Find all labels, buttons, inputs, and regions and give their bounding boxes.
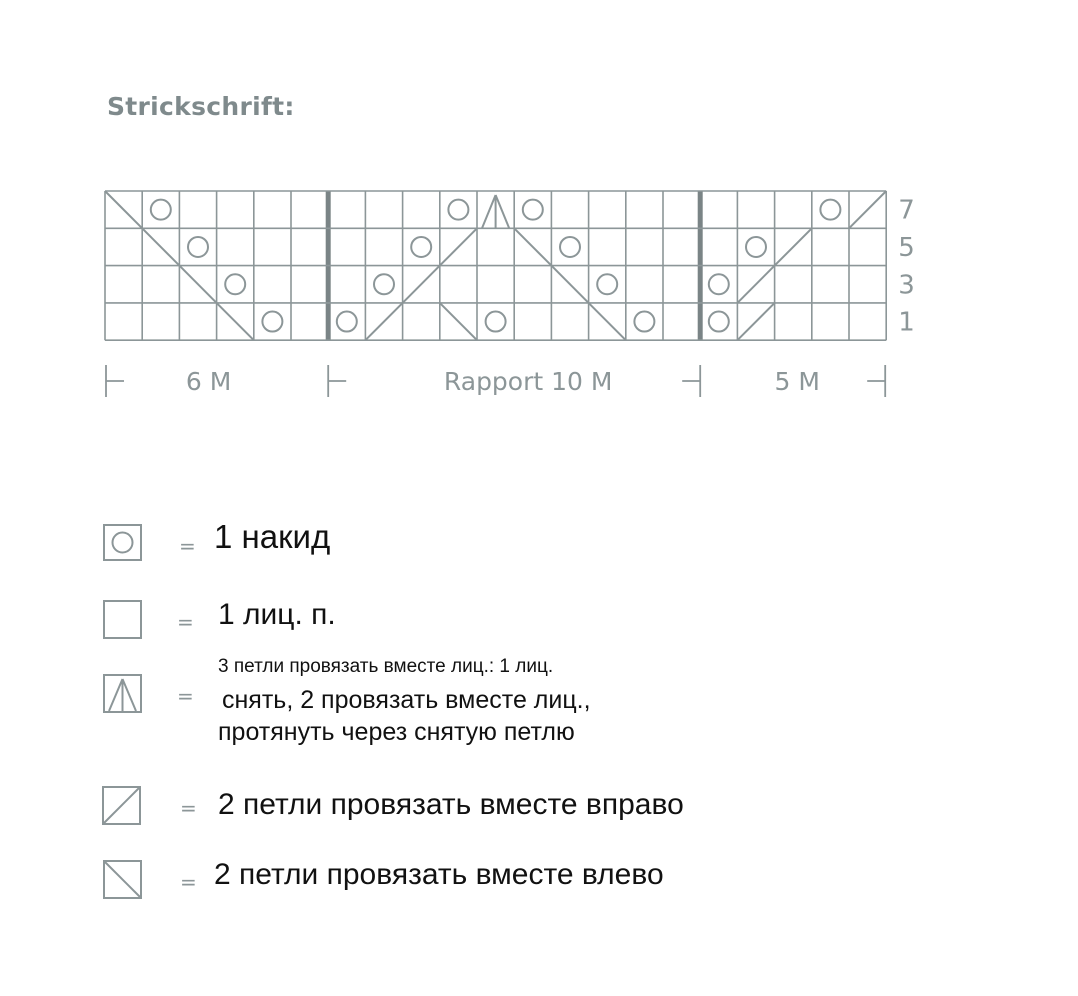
yo-symbol — [820, 200, 840, 220]
ssk-icon — [103, 860, 143, 900]
k2tog-symbol — [440, 228, 477, 265]
segment-label: 5 M — [774, 367, 820, 396]
k2tog-icon — [102, 786, 142, 826]
yo-symbol — [709, 312, 729, 332]
segment-label: Rapport 10 M — [443, 367, 613, 396]
yo-symbol — [634, 312, 654, 332]
yo-symbol — [597, 274, 617, 294]
ssk-symbol — [142, 228, 179, 265]
knitting-chart — [0, 0, 1078, 460]
yo-symbol — [337, 312, 357, 332]
row-number: 5 — [898, 232, 915, 263]
ssk-symbol — [551, 266, 588, 303]
k2tog-symbol — [849, 191, 886, 228]
yo-symbol — [225, 274, 245, 294]
yo-icon — [103, 524, 143, 562]
yo-symbol — [374, 274, 394, 294]
legend-equals: = — [180, 870, 197, 894]
row-number: 1 — [898, 307, 915, 338]
ssk-symbol — [514, 228, 551, 265]
ssk-symbol — [217, 303, 254, 340]
k2tog-symbol — [737, 303, 774, 340]
legend-equals: = — [179, 534, 196, 558]
yo-symbol — [411, 237, 431, 257]
yo-symbol — [486, 312, 506, 332]
legend-k2tog-text: 2 петли провязать вместе вправо — [218, 788, 684, 821]
ssk-symbol — [589, 303, 626, 340]
s2p-icon — [103, 674, 143, 714]
k2tog-symbol — [775, 228, 812, 265]
knit-icon — [103, 600, 143, 640]
yo-symbol — [188, 237, 208, 257]
legend-equals: = — [177, 684, 194, 708]
segment-label: 6 M — [185, 367, 232, 396]
chart-title: Strickschrift: — [107, 92, 295, 121]
yo-symbol — [709, 274, 729, 294]
yo-symbol — [448, 200, 468, 220]
legend-ssk-text: 2 петли провязать вместе влево — [214, 858, 664, 891]
k2tog-symbol — [403, 266, 440, 303]
ssk-symbol — [105, 191, 142, 228]
row-number: 3 — [898, 270, 915, 301]
legend-equals: = — [180, 796, 197, 820]
legend-knit-text: 1 лиц. п. — [218, 598, 336, 631]
yo-symbol — [523, 200, 543, 220]
yo-symbol — [746, 237, 766, 257]
legend-yo-text: 1 накид — [214, 518, 331, 555]
ssk-symbol — [440, 303, 477, 340]
legend-s2p-line-1: 3 петли провязать вместе лиц.: 1 лиц. — [218, 656, 554, 677]
ssk-symbol — [179, 266, 216, 303]
legend-s2p-line-2: снять, 2 провязать вместе лиц., — [222, 686, 591, 714]
k2tog-symbol — [737, 266, 774, 303]
yo-symbol — [560, 237, 580, 257]
yo-symbol — [151, 200, 171, 220]
legend-s2p-line-3: протянуть через снятую петлю — [218, 718, 575, 746]
k2tog-symbol — [365, 303, 402, 340]
legend-equals: = — [177, 610, 194, 634]
yo-symbol — [262, 312, 282, 332]
row-number: 7 — [898, 195, 915, 226]
s2p-symbol — [482, 195, 509, 228]
